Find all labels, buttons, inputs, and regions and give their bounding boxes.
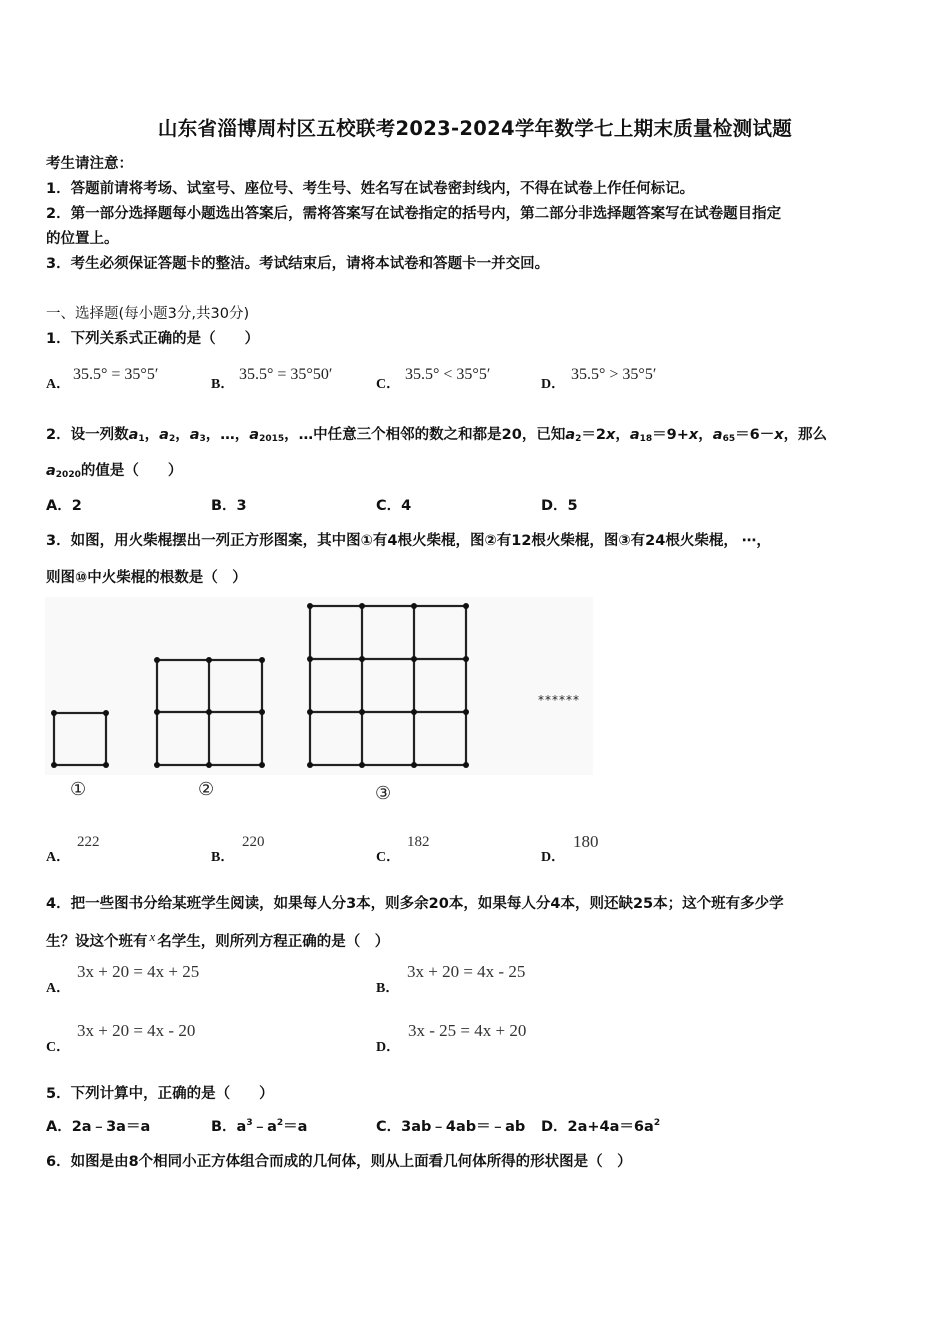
q2-option-c: C．4 xyxy=(376,498,412,514)
matchstick-joints xyxy=(51,603,469,768)
notice-item-3: 3．考生必须保证答题卡的整洁。考试结束后，请将本试卷和答题卡一并交回。 xyxy=(46,256,550,272)
fig3-grid xyxy=(310,606,466,765)
q4-option-a: 3x + 20 = 4x + 25 xyxy=(77,962,200,981)
q1-label-c: C． xyxy=(376,377,401,392)
q5-option-a: A．2a﹣3a＝a xyxy=(46,1119,151,1135)
q3-label-c: C． xyxy=(376,850,401,865)
q1-stem: 1．下列关系式正确的是（ ） xyxy=(46,331,260,347)
fig2-label: ② xyxy=(198,779,215,800)
q3-label-a: A． xyxy=(46,850,71,865)
page-title: 山东省淄博周村区五校联考2023-2024学年数学七上期末质量检测试题 xyxy=(157,117,793,140)
q3-option-a: 222 xyxy=(77,834,100,850)
fig3-label: ③ xyxy=(375,783,392,804)
fig-continuation-dots: ****** xyxy=(538,693,580,707)
q4-line-2: 生？设这个班有 x 名学生，则所列方程正确的是（ ） xyxy=(46,929,390,950)
q4-option-d: 3x - 25 = 4x + 20 xyxy=(408,1021,527,1040)
q1-option-c: 35.5° < 35°5′ xyxy=(405,366,491,383)
q2-option-a: A．2 xyxy=(46,498,82,514)
q1-option-a: 35.5° = 35°5′ xyxy=(73,366,159,383)
q3-option-c: 182 xyxy=(407,834,430,850)
q4-label-c: C． xyxy=(46,1040,71,1055)
q4-option-c: 3x + 20 = 4x - 20 xyxy=(77,1021,196,1040)
q3-option-b: 220 xyxy=(242,834,265,850)
q1-option-b: 35.5° = 35°50′ xyxy=(239,366,333,383)
q2-option-d: D．5 xyxy=(541,498,578,514)
q1-label-d: D． xyxy=(541,377,566,392)
q5-option-d: D．$2a+4a=6a^2$ xyxy=(541,1118,661,1135)
q1-label-a: A． xyxy=(46,377,71,392)
section-heading: 一、选择题(每小题3分,共30分) xyxy=(46,306,250,322)
fig1-label: ① xyxy=(70,779,87,800)
q2-line-2: $a_{2020}$的值是（ ） xyxy=(46,463,183,480)
notice-heading: 考生请注意： xyxy=(46,156,133,172)
q2-line-1: 2．设一列数$a_1$，$a_2$，$a_3$，…，$a_{2015}$，…中任意三个相邻的数之和都是20，已知$a_2=2x$，$a_{18}=9+x$，$a_{65}=6-x$，那么 xyxy=(46,427,828,444)
q4-label-b: B． xyxy=(376,981,400,996)
q4-label-d: D． xyxy=(376,1040,401,1055)
notice-item-2a: 2．第一部分选择题每小题选出答案后，需将答案写在试卷指定的括号内，第二部分非选择题答案写在试卷题目指定 xyxy=(46,206,782,222)
q1-label-b: B． xyxy=(211,377,235,392)
q4-option-b: 3x + 20 = 4x - 25 xyxy=(407,962,526,981)
q5-option-b: B．$a^3﹣a^2=a$ xyxy=(211,1118,308,1135)
q5-stem: 5．下列计算中，正确的是（ ） xyxy=(46,1086,274,1102)
q3-option-d: 180 xyxy=(573,832,599,851)
q4-label-a: A． xyxy=(46,981,71,996)
q5-option-c: C．3ab﹣4ab＝﹣ab xyxy=(376,1119,526,1135)
notice-item-2b: 的位置上。 xyxy=(46,231,119,247)
q3-line-1: 3．如图，用火柴棍摆出一列正方形图案，其中图①有4根火柴棍，图②有12根火柴棍，图③有24根火柴棍， ⋯， xyxy=(46,533,771,549)
fig1-grid xyxy=(54,713,106,765)
q2-option-b: B．3 xyxy=(211,498,247,514)
notice-item-1: 1．答题前请将考场、试室号、座位号、考生号、姓名写在试卷密封线内，不得在试卷上作任何标记。 xyxy=(46,181,695,197)
q3-line-2: 则图⑩中火柴棍的根数是（ ） xyxy=(46,570,247,586)
q1-option-d: 35.5° > 35°5′ xyxy=(571,366,657,383)
q3-label-b: B． xyxy=(211,850,235,865)
q4-line-1: 4．把一些图书分给某班学生阅读，如果每人分3本，则多余20本，如果每人分4本，则还缺25本；这个班有多少学 xyxy=(46,896,784,912)
q3-label-d: D． xyxy=(541,850,566,865)
q6-stem: 6．如图是由8个相同小正方体组合而成的几何体，则从上面看几何体所得的形状图是（ ） xyxy=(46,1154,632,1170)
